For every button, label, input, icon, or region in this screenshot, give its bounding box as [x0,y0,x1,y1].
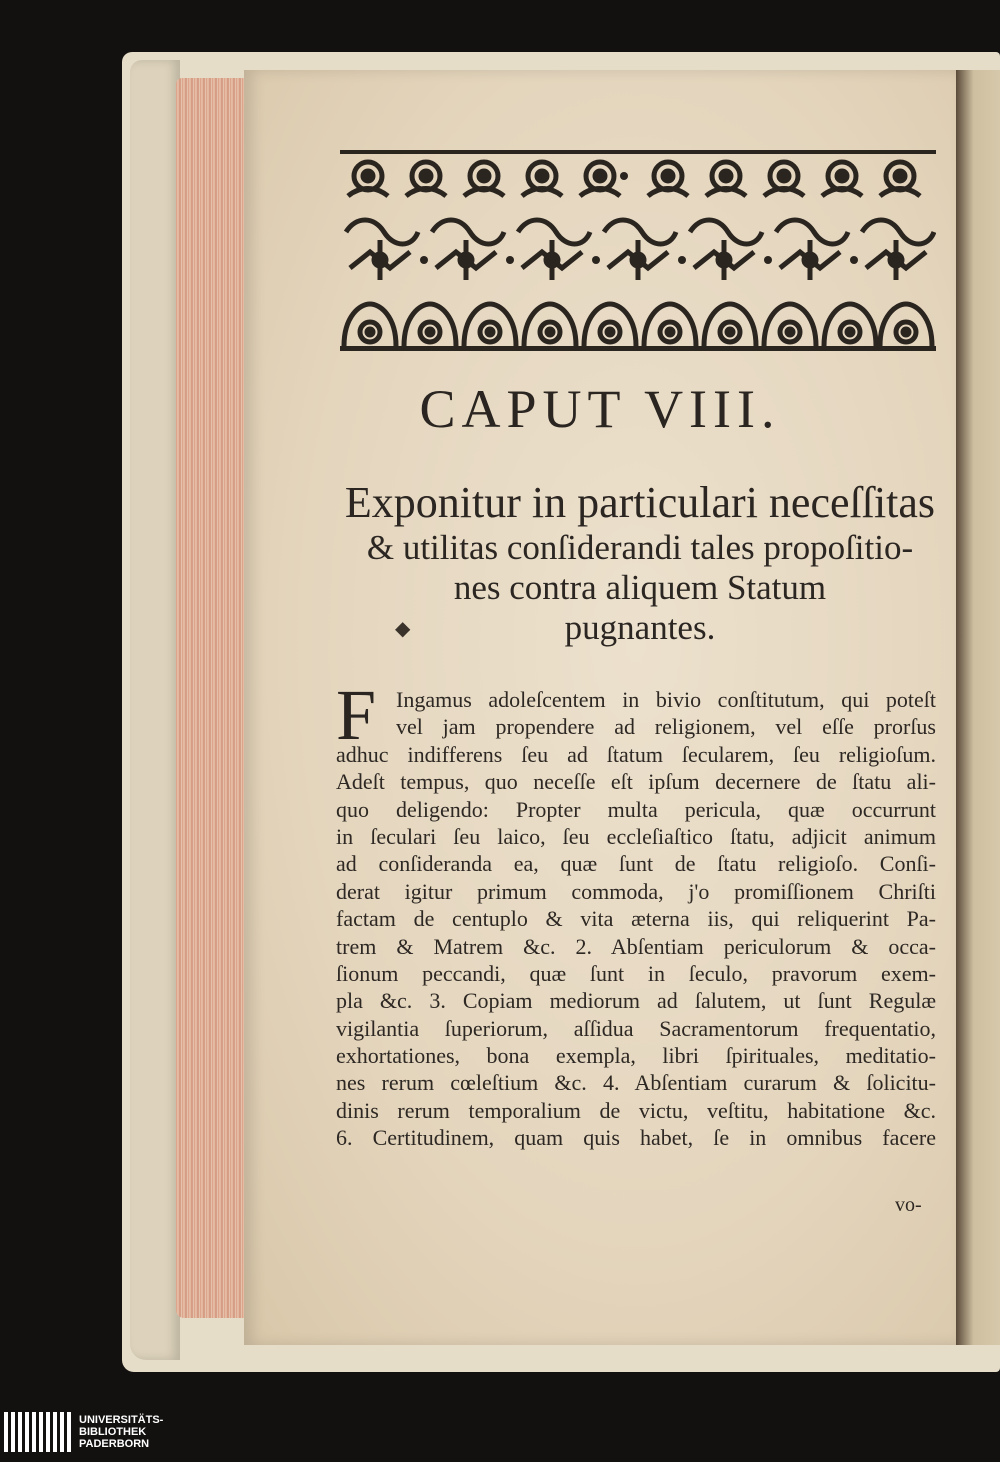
library-logo-bars-icon [4,1412,71,1452]
text-line: ad conſideranda ea, quæ ſunt de ſtatu religioſo. Conſi- [336,851,936,877]
chapter-title: CAPUT VIII. [419,379,781,439]
text-line: trem & Matrem &c. 2. Abſentiam periculorum & occa- [336,933,936,959]
subtitle-line: pugnantes. [564,608,716,647]
text-line: ſionum peccandi, quæ ſunt in ſeculo, pravorum exem- [336,960,936,986]
library-logo-text [79,1414,163,1450]
subtitle-line: & utilitas conſiderandi tales propoſitio- [366,528,914,567]
text-line: derat igitur primum commoda, j'o promiſſionem Chriſti [336,878,936,904]
ornament-flower-icon [348,162,388,196]
text-line: pla &c. 3. Copiam mediorum ad ſalutem, ut ſunt Regulæ [336,988,936,1014]
body-text [336,675,936,1152]
text-line: dinis rerum temporalium de victu, veſtitu, habitatione &c. [336,1097,936,1123]
logo-line: BIBLIOTHEK [79,1426,147,1438]
logo-line: PADERBORN [79,1438,150,1450]
catchword: vo- [895,1194,922,1216]
text-line: adhuc indifferens ſeu ad ſtatum ſecularem, ſeu religioſum. [336,741,936,767]
logo-line: UNIVERSITÄTS- [79,1414,164,1426]
text-line: exhortationes, bona exempla, libri ſpirituales, meditatio- [336,1043,936,1069]
library-logo [0,1408,163,1456]
chapter-subtitle [320,478,960,648]
text-line: factam de centuplo & vita æterna iis, qui reliquerint Pa- [336,906,936,932]
page-fore-edge [176,78,244,1318]
text-line: vel jam propendere ad religionem, vel eſſe prorſus [396,714,936,740]
subtitle-line: Exponitur in particulari neceſſitas [344,478,936,527]
ornament-scroll-icon [346,220,418,280]
book-cover-edge [130,60,180,1360]
text-line: nes rerum cœleſtium &c. 4. Abſentiam curarum & ſolicitu- [336,1070,936,1096]
text-line: quo deligendo: Propter multa pericula, quæ occurrunt [336,796,936,822]
ornament-row-middle [340,212,936,286]
text-line: in ſeculari ſeu laico, ſeu eccleſiaſtico ſtatu, adjicit animum [336,823,936,849]
ornament-row-top [340,148,936,204]
text-line: Ingamus adoleſcentem in bivio conſtitutum, qui poteſt [396,687,936,712]
bullet-icon: ◆ [395,616,411,640]
next-page-gutter [956,70,1000,1345]
ornament-row-bottom [340,296,936,354]
ornament-rosette-icon [344,304,396,346]
text-line: vigilantia ſuperiorum, aſſidua Sacramentorum frequentatio, [336,1015,936,1041]
text-line: Adeſt tempus, quo neceſſe eſt ipſum decernere de ſtatu ali- [336,769,936,795]
text-line: 6. Certitudinem, quam quis habet, ſe in omnibus facere [336,1125,936,1151]
drop-cap: F [336,675,377,755]
subtitle-line: nes contra aliquem Statum [453,568,827,607]
